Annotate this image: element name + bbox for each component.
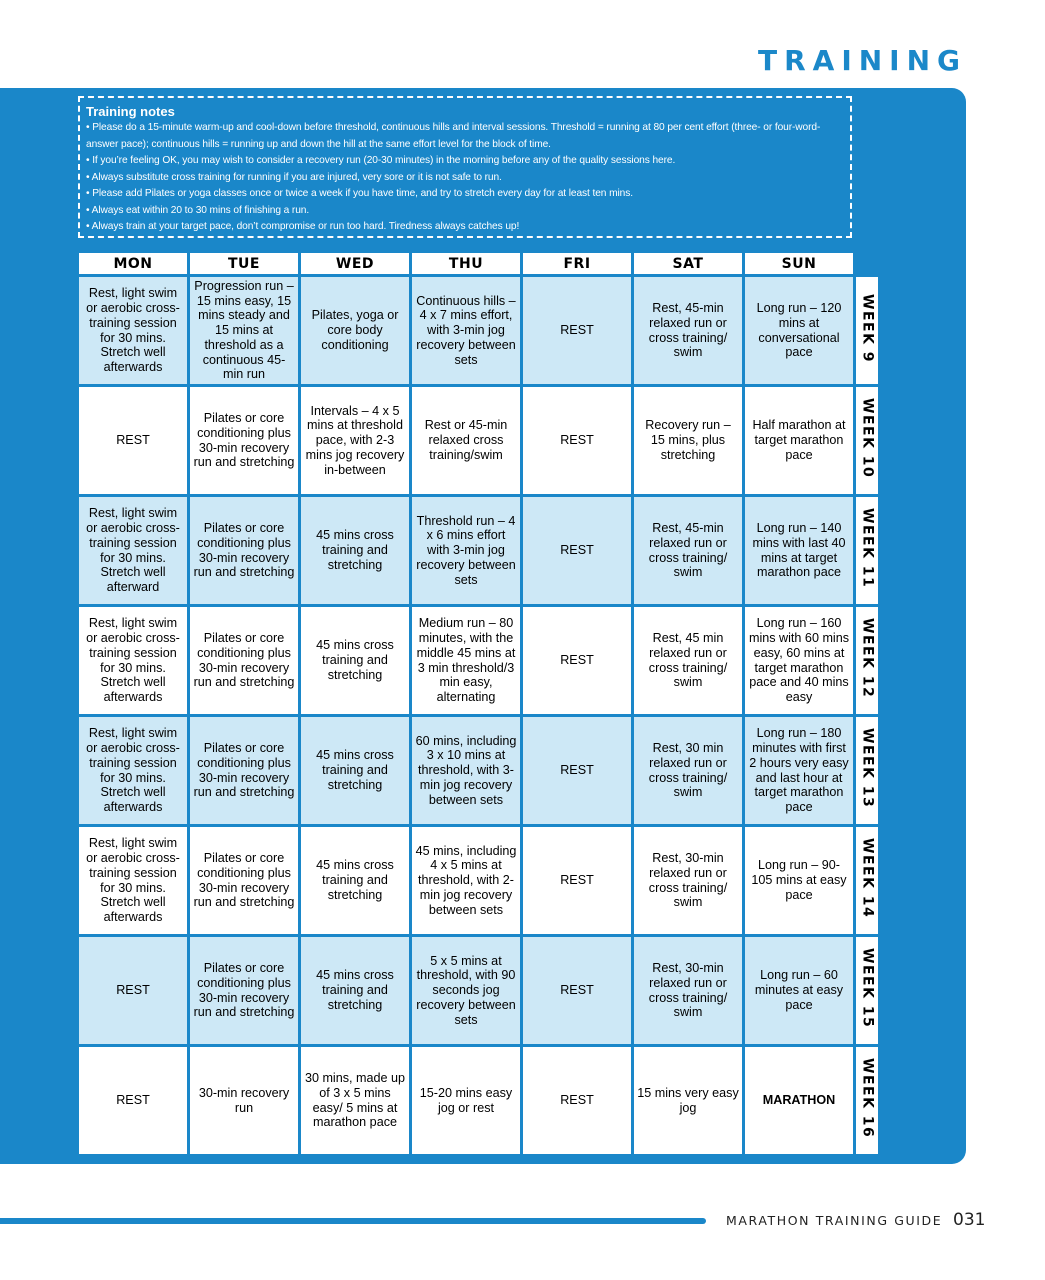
schedule-cell: REST (523, 607, 631, 714)
schedule-cell: 30 mins, made up of 3 x 5 mins easy/ 5 mins at marathon pace (301, 1047, 409, 1154)
schedule-cell: Long run – 140 mins with last 40 mins at target marathon pace (745, 497, 853, 604)
schedule-cell: Long run – 120 mins at conversational pace (745, 277, 853, 384)
schedule-cell: Intervals – 4 x 5 mins at threshold pace, with 2-3 mins jog recovery in-between (301, 387, 409, 494)
week-label-cell (856, 717, 878, 824)
week-label-cell (856, 827, 878, 934)
schedule-cell: REST (79, 1047, 187, 1154)
week-row-14 (79, 827, 878, 934)
schedule-cell: Rest, light swim or aerobic cross-training session for 30 mins. Stretch well afterwards (79, 277, 187, 384)
schedule-cell: 45 mins cross training and stretching (301, 607, 409, 714)
schedule-cell: 60 mins, including 3 x 10 mins at threshold, with 3-min jog recovery between sets (412, 717, 520, 824)
week-label-cell (856, 607, 878, 714)
note-item: • Always train at your target pace, don’t compromise or run too hard. Tiredness always catches up! (86, 219, 844, 236)
page-number: 031 (953, 1210, 986, 1230)
schedule-cell: Long run – 180 minutes with first 2 hours very easy and last hour at target marathon pace (745, 717, 853, 824)
day-header-mon: MON (79, 253, 187, 274)
schedule-cell: REST (523, 1047, 631, 1154)
schedule-cell: Pilates or core conditioning plus 30-min recovery run and stretching (190, 937, 298, 1044)
schedule-cell: Half marathon at target marathon pace (745, 387, 853, 494)
schedule-cell: REST (79, 387, 187, 494)
schedule-cell: 45 mins cross training and stretching (301, 937, 409, 1044)
schedule-cell: REST (523, 387, 631, 494)
schedule-cell: 45 mins cross training and stretching (301, 717, 409, 824)
week-row-12 (79, 607, 878, 714)
footer-guide-title: MARATHON TRAINING GUIDE (726, 1213, 943, 1228)
schedule-cell: 15-20 mins easy jog or rest (412, 1047, 520, 1154)
schedule-cell: Long run – 90-105 mins at easy pace (745, 827, 853, 934)
schedule-cell: 15 mins very easy jog (634, 1047, 742, 1154)
schedule-cell: Rest, 45-min relaxed run or cross training/ swim (634, 277, 742, 384)
week-row-9 (79, 277, 878, 384)
week-label: WEEK 13 (859, 728, 876, 809)
schedule-cell: REST (523, 717, 631, 824)
schedule-cell: Continuous hills – 4 x 7 mins effort, with 3-min jog recovery between sets (412, 277, 520, 384)
marathon-day-cell: MARATHON (745, 1047, 853, 1154)
schedule-cell: 45 mins, including 4 x 5 mins at threshold, with 2-min jog recovery between sets (412, 827, 520, 934)
schedule-cell: Rest, 30-min relaxed run or cross training/ swim (634, 937, 742, 1044)
schedule-cell: Progression run – 15 mins easy, 15 mins steady and 15 mins at threshold as a continuous 45-min run (190, 277, 298, 384)
week-row-15 (79, 937, 878, 1044)
schedule-cell: REST (523, 497, 631, 604)
week-label: WEEK 14 (859, 838, 876, 919)
schedule-cell: 45 mins cross training and stretching (301, 497, 409, 604)
week-label-cell (856, 387, 878, 494)
week-label-cell (856, 497, 878, 604)
schedule-cell: REST (523, 277, 631, 384)
week-row-13 (79, 717, 878, 824)
week-label: WEEK 15 (859, 948, 876, 1029)
schedule-cell: REST (523, 827, 631, 934)
schedule-cell: Rest or 45-min relaxed cross training/swim (412, 387, 520, 494)
training-notes-title: Training notes (86, 104, 175, 119)
week-label: WEEK 16 (859, 1058, 876, 1139)
day-header-thu: THU (412, 253, 520, 274)
schedule-cell: 30-min recovery run (190, 1047, 298, 1154)
week-label: WEEK 9 (859, 294, 876, 364)
schedule-cell: Rest, 45-min relaxed run or cross training/ swim (634, 497, 742, 604)
week-label: WEEK 12 (859, 618, 876, 699)
week-label-cell (856, 277, 878, 384)
schedule-cell: Pilates or core conditioning plus 30-min recovery run and stretching (190, 607, 298, 714)
week-label: WEEK 11 (859, 508, 876, 589)
day-header-fri: FRI (523, 253, 631, 274)
training-notes-list (86, 120, 844, 236)
note-item: • Always substitute cross training for running if you are injured, very sore or it is not safe to run. (86, 170, 844, 187)
day-header-wed: WED (301, 253, 409, 274)
schedule-cell: REST (523, 937, 631, 1044)
note-item: • If you’re feeling OK, you may wish to consider a recovery run (20-30 minutes) in the morning before any of the quality sessions here. (86, 153, 844, 170)
week-label-cell (856, 937, 878, 1044)
schedule-cell: 45 mins cross training and stretching (301, 827, 409, 934)
schedule-cell: Pilates or core conditioning plus 30-min recovery run and stretching (190, 497, 298, 604)
training-notes-box (78, 96, 852, 238)
week-label-cell (856, 1047, 878, 1154)
schedule-cell: Pilates, yoga or core body conditioning (301, 277, 409, 384)
schedule-cell: Pilates or core conditioning plus 30-min recovery run and stretching (190, 827, 298, 934)
week-row-16 (79, 1047, 878, 1154)
section-title: TRAINING (757, 44, 967, 77)
schedule-cell: Rest, light swim or aerobic cross-training session for 30 mins. Stretch well afterwards (79, 717, 187, 824)
week-row-10 (79, 387, 878, 494)
schedule-cell: Medium run – 80 minutes, with the middle 45 mins at 3 min threshold/3 min easy, alternating (412, 607, 520, 714)
schedule-cell: Pilates or core conditioning plus 30-min recovery run and stretching (190, 717, 298, 824)
schedule-cell: Rest, light swim or aerobic cross-training session for 30 mins. Stretch well afterwards (79, 827, 187, 934)
week-label: WEEK 10 (859, 398, 876, 479)
schedule-cell: 5 x 5 mins at threshold, with 90 seconds jog recovery between sets (412, 937, 520, 1044)
day-header-tue: TUE (190, 253, 298, 274)
schedule-cell: Recovery run – 15 mins, plus stretching (634, 387, 742, 494)
day-header-sat: SAT (634, 253, 742, 274)
schedule-cell: Rest, 30 min relaxed run or cross training/ swim (634, 717, 742, 824)
schedule-cell: Rest, light swim or aerobic cross-training session for 30 mins. Stretch well afterwards (79, 607, 187, 714)
week-row-11 (79, 497, 878, 604)
note-item: • Always eat within 20 to 30 mins of finishing a run. (86, 203, 844, 220)
schedule-cell: REST (79, 937, 187, 1044)
header-spacer (856, 253, 878, 274)
day-header-row (79, 253, 878, 274)
schedule-cell: Rest, light swim or aerobic cross-training session for 30 mins. Stretch well afterward (79, 497, 187, 604)
schedule-cell: Rest, 30-min relaxed run or cross training/ swim (634, 827, 742, 934)
schedule-cell: Pilates or core conditioning plus 30-min recovery run and stretching (190, 387, 298, 494)
footer-rule (0, 1218, 706, 1224)
schedule-cell: Rest, 45 min relaxed run or cross training/ swim (634, 607, 742, 714)
schedule-cell: Long run – 160 mins with 60 mins easy, 60 mins at target marathon pace and 40 mins easy (745, 607, 853, 714)
day-header-sun: SUN (745, 253, 853, 274)
note-item: • Please do a 15-minute warm-up and cool-down before threshold, continuous hills and interval sessions. Threshold = running at 80 per cent effort (three- or four-word-answer pace); continuous hills = running up and down the hill at the same effort level for the block of time. (86, 120, 844, 153)
schedule-cell: Threshold run – 4 x 6 mins effort with 3-min jog recovery between sets (412, 497, 520, 604)
training-schedule-table (76, 250, 881, 1157)
note-item: • Please add Pilates or yoga classes once or twice a week if you have time, and try to stretch every day for at least ten mins. (86, 186, 844, 203)
schedule-cell: Long run – 60 minutes at easy pace (745, 937, 853, 1044)
